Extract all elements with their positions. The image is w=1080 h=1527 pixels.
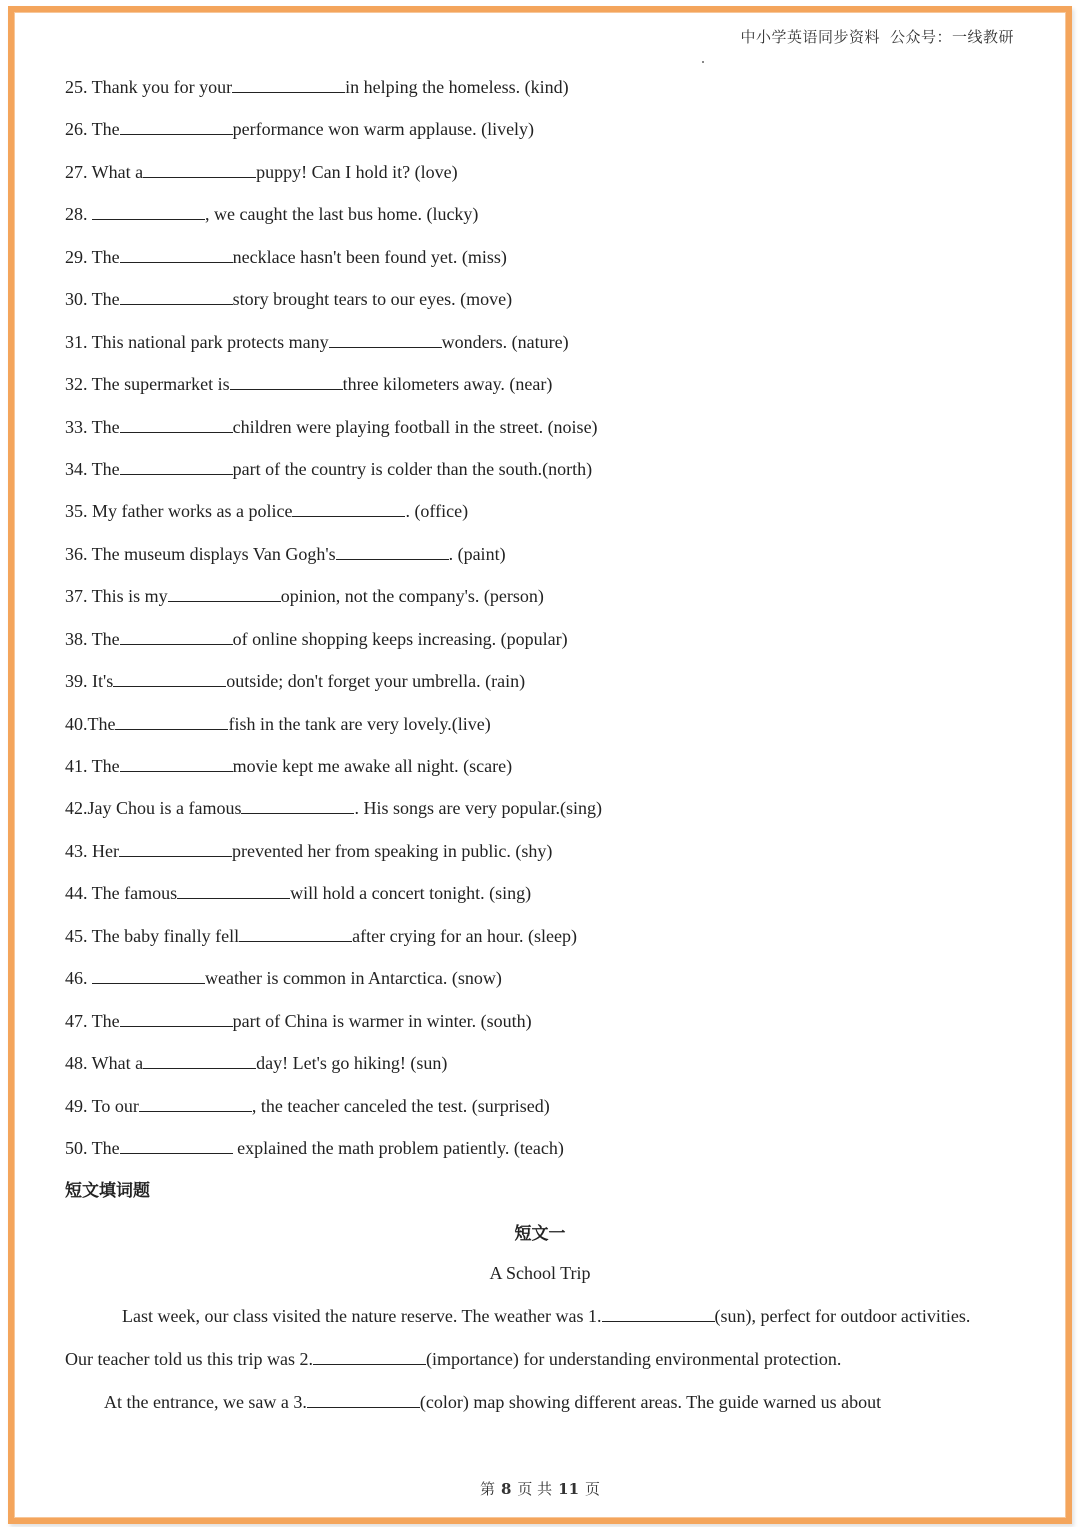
answer-blank[interactable] — [92, 969, 205, 984]
question-line — [65, 1042, 1025, 1084]
question-text: wonders. (nature) — [441, 331, 569, 352]
question-text: 25. Thank you for your — [65, 77, 233, 97]
question-text: weather is common in Antarctica. (snow) — [205, 968, 502, 989]
question-text: after crying for an hour. (sleep) — [352, 925, 578, 946]
question-text: performance won warm applause. (lively) — [232, 119, 535, 140]
question-text: 48. What a — [65, 1053, 144, 1074]
question-line — [65, 1127, 1025, 1169]
question-text: part of the country is colder than the south.(north) — [232, 458, 593, 479]
footer-text: 第 — [479, 1480, 495, 1498]
question-text: day! Let's go hiking! (sun) — [256, 1053, 448, 1074]
answer-blank[interactable] — [120, 460, 233, 475]
header-account: 公众号：一线教研 — [889, 28, 1014, 46]
footer-text: 页 共 — [517, 1480, 553, 1498]
answer-blank[interactable] — [143, 1054, 256, 1069]
question-line — [65, 448, 1025, 490]
passage-text: At the entrance, we saw a 3. — [104, 1392, 307, 1412]
passage-text: (sun), perfect for outdoor activities. — [714, 1306, 971, 1326]
question-line — [65, 533, 1025, 575]
passage-text: (importance) for understanding environmental protection. — [425, 1349, 842, 1369]
answer-blank[interactable] — [115, 715, 228, 730]
question-text: explained the math problem patiently. (teach) — [232, 1137, 564, 1158]
question-line — [65, 1085, 1025, 1127]
answer-blank-1[interactable] — [602, 1307, 715, 1322]
question-text: story brought tears to our eyes. (move) — [232, 289, 513, 310]
question-line — [65, 1000, 1025, 1042]
passage-text: Last week, our class visited the nature reserve. The weather was 1. — [122, 1306, 602, 1326]
question-text: 35. My father works as a police — [65, 501, 293, 522]
page-total: 11 — [558, 1480, 580, 1498]
answer-blank[interactable] — [92, 205, 205, 220]
question-text: . (paint) — [448, 543, 506, 564]
question-text: opinion, not the company's. (person) — [280, 586, 544, 607]
question-line — [65, 618, 1025, 660]
answer-blank[interactable] — [232, 78, 345, 93]
passage-title: A School Trip — [489, 1263, 591, 1283]
question-text: . (office) — [405, 501, 469, 522]
question-text: fish in the tank are very lovely.(live) — [228, 713, 491, 734]
question-text: 30. The — [65, 289, 120, 310]
question-line — [65, 703, 1025, 745]
answer-blank[interactable] — [336, 545, 449, 560]
question-text: 42.Jay Chou is a famous — [65, 798, 242, 819]
question-text: 37. This is my — [65, 586, 168, 607]
page-footer — [0, 1478, 1080, 1499]
question-text: in helping the homeless. (kind) — [345, 77, 569, 97]
answer-blank[interactable] — [168, 587, 281, 602]
question-text: movie kept me awake all night. (scare) — [232, 756, 513, 776]
question-text: 31. This national park protects many — [65, 331, 329, 352]
answer-blank[interactable] — [143, 163, 256, 178]
question-text: 33. The — [65, 416, 120, 437]
question-line — [65, 575, 1025, 617]
question-line — [65, 151, 1025, 193]
question-line — [65, 830, 1025, 872]
passage-line-1 — [122, 1306, 970, 1327]
answer-blank[interactable] — [292, 502, 405, 517]
question-line — [65, 66, 1025, 108]
question-line — [65, 490, 1025, 532]
page-number: 8 — [500, 1480, 512, 1498]
question-line — [65, 957, 1025, 999]
question-line — [65, 363, 1025, 405]
question-text: 47. The — [65, 1010, 120, 1031]
answer-blank[interactable] — [120, 1012, 233, 1027]
question-text: 28. — [65, 204, 92, 225]
question-line — [65, 915, 1025, 957]
question-text: children were playing football in the street. (noise) — [232, 416, 598, 437]
question-text: prevented her from speaking in public. (shy) — [231, 840, 553, 861]
answer-blank-3[interactable] — [307, 1393, 420, 1408]
passage-line-3 — [104, 1392, 881, 1413]
question-text: 29. The — [65, 246, 120, 267]
question-line — [65, 193, 1025, 235]
answer-blank[interactable] — [230, 375, 343, 390]
question-line — [65, 406, 1025, 448]
question-text: 26. The — [65, 119, 120, 140]
question-line — [65, 108, 1025, 150]
answer-blank-2[interactable] — [313, 1350, 426, 1365]
question-text: 43. Her — [65, 840, 119, 861]
question-text: part of China is warmer in winter. (south) — [232, 1010, 532, 1031]
question-text: 34. The — [65, 458, 120, 479]
answer-blank[interactable] — [120, 248, 233, 263]
answer-blank[interactable] — [120, 120, 233, 135]
passage-label: 短文一 — [514, 1224, 566, 1244]
question-text: will hold a concert tonight. (sing) — [290, 883, 532, 904]
answer-blank[interactable] — [113, 672, 226, 687]
page-header — [740, 26, 1014, 47]
question-text: 44. The famous — [65, 883, 178, 904]
passage-line-2 — [65, 1349, 841, 1370]
stray-dot — [702, 61, 704, 63]
footer-text: 页 — [585, 1480, 601, 1498]
question-line — [65, 787, 1025, 829]
header-source: 中小学英语同步资料 — [740, 28, 880, 46]
section-title: 短文填词题 — [65, 1181, 150, 1201]
question-line — [65, 660, 1025, 702]
answer-blank[interactable] — [239, 927, 352, 942]
question-text: outside; don't forget your umbrella. (rain) — [226, 671, 526, 692]
question-line — [65, 745, 1025, 787]
question-text: 45. The baby finally fell — [65, 925, 240, 946]
passage-text: Our teacher told us this trip was 2. — [65, 1349, 313, 1369]
answer-blank[interactable] — [120, 630, 233, 645]
question-text: 50. The — [65, 1137, 120, 1158]
question-text: 27. What a — [65, 161, 144, 182]
question-text: 46. — [65, 968, 92, 989]
answer-blank[interactable] — [120, 418, 233, 433]
passage-text: (color) map showing different areas. The guide warned us about — [419, 1392, 882, 1412]
answer-blank[interactable] — [119, 842, 232, 857]
question-text: , we caught the last bus home. (lucky) — [205, 204, 479, 225]
question-text: 36. The museum displays Van Gogh's — [65, 543, 336, 564]
question-line — [65, 236, 1025, 278]
question-text: necklace hasn't been found yet. (miss) — [232, 246, 507, 267]
question-text: 32. The supermarket is — [65, 374, 230, 395]
question-text: 38. The — [65, 628, 120, 649]
question-text: puppy! Can I hold it? (love) — [256, 161, 458, 182]
answer-blank[interactable] — [177, 884, 290, 899]
question-text: 39. It's — [65, 671, 114, 692]
question-line — [65, 321, 1025, 363]
question-text: 49. To our — [65, 1095, 139, 1116]
question-text: 41. The — [65, 756, 120, 776]
question-text: three kilometers away. (near) — [342, 374, 553, 395]
question-text: , the teacher canceled the test. (surprised) — [251, 1095, 550, 1116]
answer-blank[interactable] — [120, 290, 233, 305]
question-line — [65, 278, 1025, 320]
answer-blank[interactable] — [241, 799, 354, 814]
question-text: . His songs are very popular.(sing) — [354, 798, 602, 819]
question-text: 40.The — [65, 713, 116, 734]
answer-blank[interactable] — [139, 1097, 252, 1112]
question-list — [65, 66, 1025, 1169]
answer-blank[interactable] — [120, 757, 233, 772]
answer-blank[interactable] — [120, 1139, 233, 1154]
question-text: of online shopping keeps increasing. (popular) — [232, 628, 568, 649]
question-line — [65, 872, 1025, 914]
answer-blank[interactable] — [329, 333, 442, 348]
